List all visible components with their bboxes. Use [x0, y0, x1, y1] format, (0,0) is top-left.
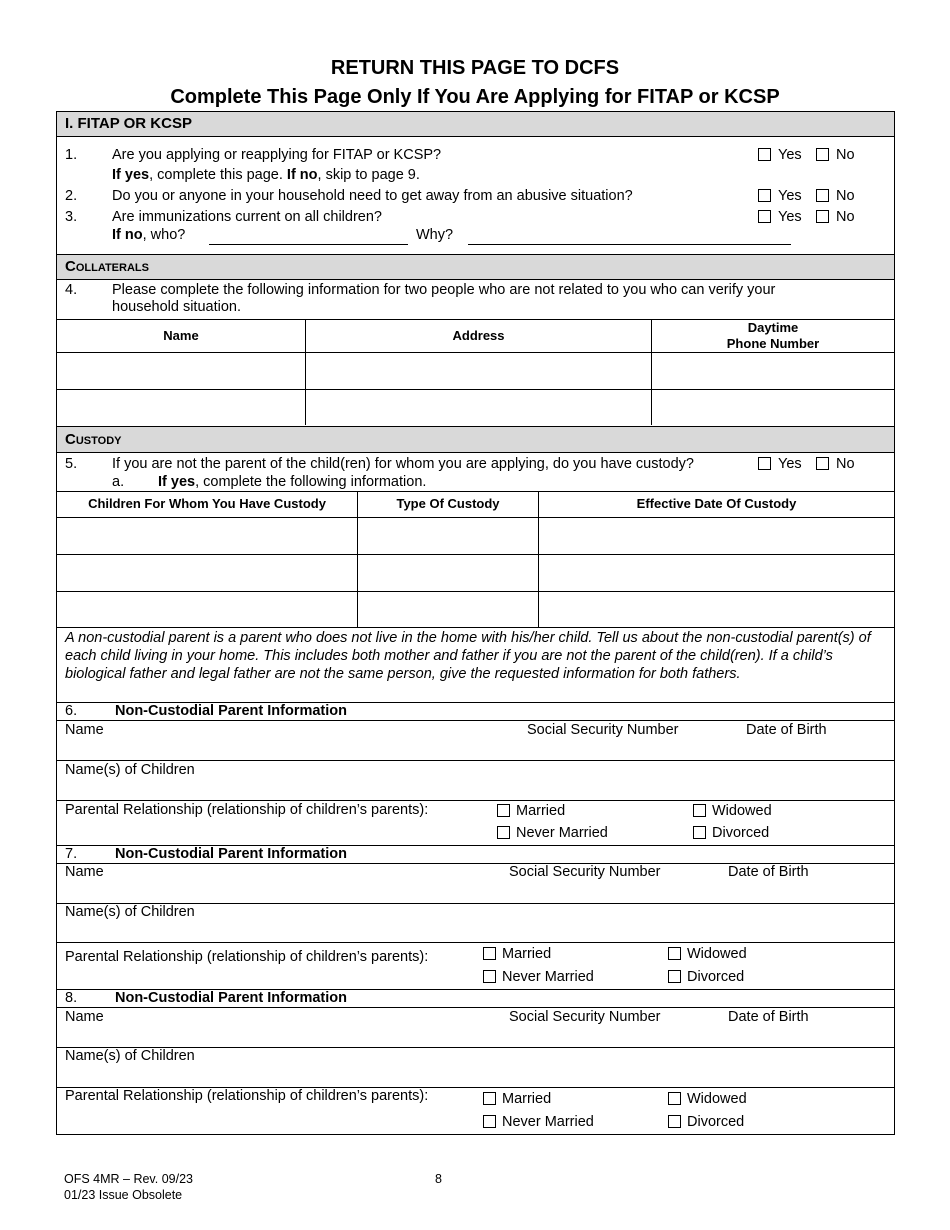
section-custody-heading: Custody [57, 426, 894, 453]
ncp7-widowed-checkbox[interactable] [668, 947, 681, 960]
ncp7-divorced-label: Divorced [687, 969, 745, 985]
ncp8-widowed-checkbox[interactable] [668, 1092, 681, 1105]
q3-if-no-text: , who? [142, 227, 186, 243]
q3-yes-checkbox[interactable] [758, 210, 771, 223]
custody-row3-type-cell[interactable] [358, 592, 537, 626]
ncp7-dob-label[interactable]: Date of Birth [728, 864, 809, 880]
q4-text-line1: Please complete the following information for two people who are not related to you who can verify your [112, 282, 776, 298]
divider [57, 760, 894, 761]
divider [57, 942, 894, 943]
q1-text: Are you applying or reapplying for FITAP or KCSP? [112, 147, 442, 163]
q1-if-no-text: , skip to page 9. [317, 167, 420, 183]
q3-number: 3. [65, 209, 78, 225]
q5-no-label: No [836, 456, 855, 472]
q5a-text: , complete the following information. [195, 474, 427, 490]
collateral-col-phone-line1: Daytime [747, 320, 799, 335]
footer-obsolete-note: 01/23 Issue Obsolete [64, 1188, 183, 1202]
q2-no-checkbox[interactable] [816, 189, 829, 202]
ncp7-never-married-checkbox[interactable] [483, 970, 496, 983]
custody-col-children: Children For Whom You Have Custody [88, 496, 326, 511]
collateral-row1-phone-cell[interactable] [652, 353, 894, 388]
q5-no-checkbox[interactable] [816, 457, 829, 470]
ncp6-widowed-label: Widowed [712, 803, 772, 819]
q3-why-label: Why? [416, 227, 454, 243]
q2-yes-label: Yes [778, 188, 802, 204]
q5-yes-label: Yes [778, 456, 802, 472]
page-title: RETURN THIS PAGE TO DCFS [330, 57, 620, 79]
custody-col-type: Type Of Custody [396, 496, 500, 511]
q4-text-line2: household situation. [112, 299, 241, 315]
ncp8-married-checkbox[interactable] [483, 1092, 496, 1105]
ncp8-number: 8. [65, 990, 78, 1006]
ncp7-children-label[interactable]: Name(s) of Children [65, 904, 195, 920]
ncp6-number: 6. [65, 703, 78, 719]
collateral-col-phone-line2: Phone Number [726, 336, 820, 351]
ncp6-never-married-checkbox[interactable] [497, 826, 510, 839]
ncp6-divorced-checkbox[interactable] [693, 826, 706, 839]
ncp7-ssn-label[interactable]: Social Security Number [509, 864, 661, 880]
q4-number: 4. [65, 282, 78, 298]
ncp8-widowed-label: Widowed [687, 1091, 747, 1107]
footer-form-id: OFS 4MR – Rev. 09/23 [64, 1172, 193, 1186]
collateral-row1-name-cell[interactable] [57, 353, 304, 388]
ncp8-ssn-label[interactable]: Social Security Number [509, 1009, 661, 1025]
ncp7-relationship-label: Parental Relationship (relationship of children’s parents): [65, 949, 429, 965]
q1-yes-label: Yes [778, 147, 802, 163]
ncp7-name-label[interactable]: Name [65, 864, 104, 880]
q5a-instruction [158, 474, 426, 490]
divider [57, 491, 894, 492]
q1-no-checkbox[interactable] [816, 148, 829, 161]
q1-yes-checkbox[interactable] [758, 148, 771, 161]
ncp6-never-married-label: Never Married [516, 825, 608, 841]
ncp6-relationship-label: Parental Relationship (relationship of children’s parents): [65, 802, 429, 818]
collateral-row2-name-cell[interactable] [57, 390, 304, 425]
q1-no-label: No [836, 147, 855, 163]
collateral-col-name: Name [163, 328, 199, 343]
q1-if-yes: If yes [112, 167, 150, 183]
ncp6-widowed-checkbox[interactable] [693, 804, 706, 817]
ncp8-never-married-label: Never Married [502, 1114, 594, 1130]
ncp8-married-label: Married [502, 1091, 552, 1107]
custody-row2-date-cell[interactable] [539, 555, 894, 590]
q2-no-label: No [836, 188, 855, 204]
q3-text: Are immunizations current on all children? [112, 209, 382, 225]
q5-yes-checkbox[interactable] [758, 457, 771, 470]
non-custodial-explanation: A non-custodial parent is a parent who does not live in the home with his/her child. Tell us about the non-custodial parent(s) of each child living in your home. This includes both mother and father if you are not the parent of the child(ren). If a child’s biological father and legal father are not the same person, give the requested information for both fathers. [65, 630, 871, 682]
ncp6-heading: Non-Custodial Parent Information [115, 703, 347, 719]
q3-why-field[interactable] [468, 244, 791, 245]
divider [57, 627, 894, 628]
collateral-row2-phone-cell[interactable] [652, 390, 894, 425]
ncp8-children-label[interactable]: Name(s) of Children [65, 1048, 195, 1064]
ncp8-name-label[interactable]: Name [65, 1009, 104, 1025]
q5a-if-yes: If yes [158, 474, 196, 490]
ncp7-widowed-label: Widowed [687, 946, 747, 962]
custody-row1-type-cell[interactable] [358, 518, 537, 553]
ncp8-divorced-label: Divorced [687, 1114, 745, 1130]
divider [57, 1007, 894, 1008]
ncp7-married-checkbox[interactable] [483, 947, 496, 960]
section-fitap-heading: I. FITAP OR KCSP [57, 111, 894, 137]
section-collaterals-heading: Collaterals [57, 254, 894, 280]
q3-no-checkbox[interactable] [816, 210, 829, 223]
ncp8-relationship-label: Parental Relationship (relationship of children’s parents): [65, 1088, 429, 1104]
q1-number: 1. [65, 147, 78, 163]
page-subtitle: Complete This Page Only If You Are Applying for FITAP or KCSP [170, 86, 780, 108]
ncp6-divorced-label: Divorced [712, 825, 770, 841]
custody-row2-children-cell[interactable] [57, 555, 356, 590]
custody-row1-children-cell[interactable] [57, 518, 356, 553]
q5-text: If you are not the parent of the child(ren) for whom you are applying, do you have custody? [112, 456, 694, 472]
collateral-col-address: Address [452, 328, 505, 343]
q2-number: 2. [65, 188, 78, 204]
q5a-letter: a. [112, 474, 125, 490]
ncp8-never-married-checkbox[interactable] [483, 1115, 496, 1128]
q2-yes-checkbox[interactable] [758, 189, 771, 202]
custody-row3-date-cell[interactable] [539, 592, 894, 626]
q1-instruction [112, 167, 420, 183]
q3-yes-label: Yes [778, 209, 802, 225]
custody-row3-children-cell[interactable] [57, 592, 356, 626]
ncp7-never-married-label: Never Married [502, 969, 594, 985]
q1-if-no: If no [286, 167, 318, 183]
q1-if-yes-text: , complete this page. [149, 167, 287, 183]
divider [57, 720, 894, 721]
ncp6-children-label[interactable]: Name(s) of Children [65, 762, 195, 778]
collateral-row2-address-cell[interactable] [306, 390, 650, 425]
collateral-row1-address-cell[interactable] [306, 353, 650, 388]
ncp6-married-label: Married [516, 803, 566, 819]
ncp7-number: 7. [65, 846, 78, 862]
ncp6-dob-label[interactable]: Date of Birth [746, 722, 827, 738]
ncp7-divorced-checkbox[interactable] [668, 970, 681, 983]
ncp6-name-label[interactable]: Name [65, 722, 104, 738]
ncp8-heading: Non-Custodial Parent Information [115, 990, 347, 1006]
q3-no-label: No [836, 209, 855, 225]
q2-text: Do you or anyone in your household need to get away from an abusive situation? [112, 188, 633, 204]
form-frame [56, 111, 895, 1135]
q5-number: 5. [65, 456, 78, 472]
footer-page-number: 8 [435, 1172, 442, 1186]
ncp8-dob-label[interactable]: Date of Birth [728, 1009, 809, 1025]
custody-row2-type-cell[interactable] [358, 555, 537, 590]
custody-row1-date-cell[interactable] [539, 518, 894, 553]
q3-who-field[interactable] [209, 244, 408, 245]
ncp7-heading: Non-Custodial Parent Information [115, 846, 347, 862]
ncp6-ssn-label[interactable]: Social Security Number [527, 722, 679, 738]
ncp6-married-checkbox[interactable] [497, 804, 510, 817]
divider [57, 800, 894, 801]
ncp8-divorced-checkbox[interactable] [668, 1115, 681, 1128]
q3-if-no [112, 227, 185, 243]
ncp7-married-label: Married [502, 946, 552, 962]
q3-if-no-bold: If no [112, 227, 143, 243]
custody-col-date: Effective Date Of Custody [636, 496, 797, 511]
